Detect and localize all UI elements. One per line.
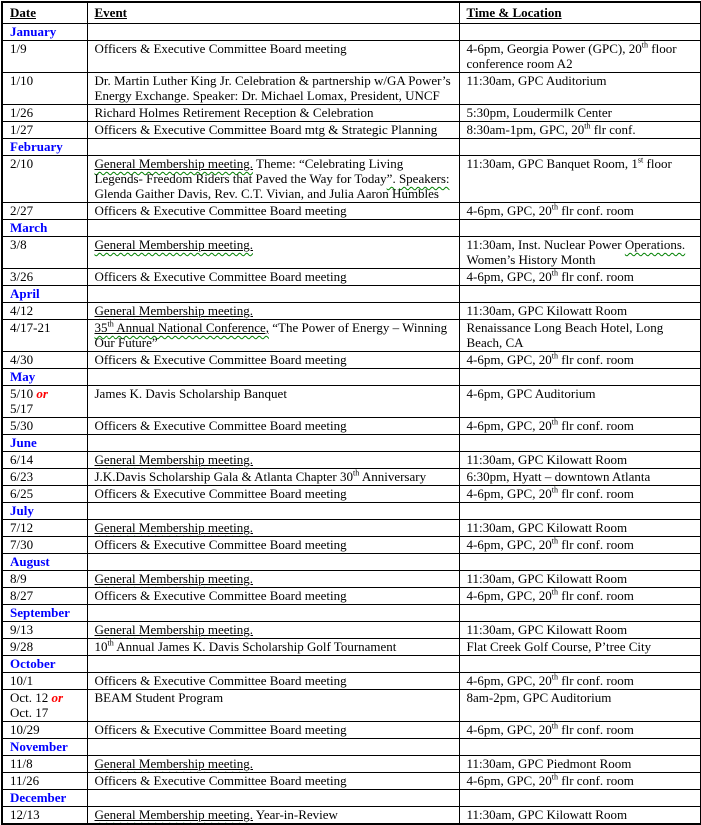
time-cell: 11:30am, GPC Kilowatt Room: [459, 520, 701, 537]
date-cell: 1/26: [2, 105, 87, 122]
time-cell: 11:30am, GPC Kilowatt Room: [459, 571, 701, 588]
month-label: May: [2, 369, 87, 386]
date-cell: 5/10 or 5/17: [2, 386, 87, 418]
event-cell: General Membership meeting.: [87, 520, 459, 537]
month-row: [2, 369, 701, 386]
date-cell: 9/13: [2, 622, 87, 639]
time-cell: 4-6pm, GPC, 20th flr conf. room: [459, 722, 701, 739]
event-row: [2, 690, 701, 722]
date-cell: 11/8: [2, 756, 87, 773]
date-cell: 4/17-21: [2, 320, 87, 352]
empty-cell: [87, 286, 459, 303]
event-row: [2, 320, 701, 352]
event-cell: 10th Annual James K. Davis Scholarship Golf Tournament: [87, 639, 459, 656]
event-row: [2, 122, 701, 139]
month-row: [2, 554, 701, 571]
month-label: January: [2, 24, 87, 41]
date-cell: 12/13: [2, 807, 87, 825]
event-cell: General Membership meeting.: [87, 756, 459, 773]
column-header-date-label: Date: [10, 5, 36, 20]
time-cell: 11:30am, GPC Kilowatt Room: [459, 807, 701, 825]
date-cell: 2/27: [2, 203, 87, 220]
date-cell: 1/10: [2, 73, 87, 105]
column-header-time-location-label: Time & Location: [466, 5, 562, 20]
column-header-date: [2, 2, 87, 24]
event-cell: Officers & Executive Committee Board meeting: [87, 203, 459, 220]
event-cell: Richard Holmes Retirement Reception & Celebration: [87, 105, 459, 122]
column-header-event-label: Event: [94, 5, 127, 20]
event-row: [2, 571, 701, 588]
date-cell: 5/30: [2, 418, 87, 435]
empty-cell: [87, 790, 459, 807]
event-row: [2, 673, 701, 690]
event-row: [2, 386, 701, 418]
month-row: [2, 790, 701, 807]
event-cell: Officers & Executive Committee Board mtg & Strategic Planning: [87, 122, 459, 139]
date-cell: 6/23: [2, 469, 87, 486]
event-cell: Officers & Executive Committee Board meeting: [87, 588, 459, 605]
date-cell: 9/28: [2, 639, 87, 656]
date-cell: 10/1: [2, 673, 87, 690]
event-cell: 35th Annual National Conference, “The Power of Energy – Winning Our Future”: [87, 320, 459, 352]
event-cell: Officers & Executive Committee Board meeting: [87, 486, 459, 503]
schedule-header: [2, 2, 701, 24]
empty-cell: [459, 790, 701, 807]
event-row: [2, 452, 701, 469]
event-cell: General Membership meeting.: [87, 452, 459, 469]
schedule-table: [1, 1, 701, 825]
time-cell: 11:30am, GPC Kilowatt Room: [459, 622, 701, 639]
event-row: [2, 237, 701, 269]
month-label: March: [2, 220, 87, 237]
empty-cell: [87, 369, 459, 386]
empty-cell: [87, 139, 459, 156]
time-cell: 4-6pm, Georgia Power (GPC), 20th floor conference room A2: [459, 41, 701, 73]
empty-cell: [459, 220, 701, 237]
time-cell: 4-6pm, GPC, 20th flr conf. room: [459, 588, 701, 605]
event-row: [2, 269, 701, 286]
month-row: [2, 139, 701, 156]
time-cell: 11:30am, GPC Auditorium: [459, 73, 701, 105]
empty-cell: [87, 739, 459, 756]
document-page: [1, 1, 700, 825]
event-cell: General Membership meeting. Theme: “Celebrating Living Legends- Freedom Riders that Paved the Way for Today”. Speakers: Glenda Gaither Davis, Rev. C.T. Vivian, and Julia Aaron Humbles: [87, 156, 459, 203]
time-cell: 11:30am, GPC Kilowatt Room: [459, 303, 701, 320]
event-row: [2, 722, 701, 739]
month-label: August: [2, 554, 87, 571]
event-cell: Officers & Executive Committee Board meeting: [87, 673, 459, 690]
time-cell: 11:30am, GPC Piedmont Room: [459, 756, 701, 773]
time-cell: 6:30pm, Hyatt – downtown Atlanta: [459, 469, 701, 486]
event-row: [2, 588, 701, 605]
event-row: [2, 303, 701, 320]
event-row: [2, 418, 701, 435]
event-cell: General Membership meeting.: [87, 571, 459, 588]
event-cell: Officers & Executive Committee Board meeting: [87, 41, 459, 73]
event-row: [2, 537, 701, 554]
event-cell: Officers & Executive Committee Board meeting: [87, 352, 459, 369]
date-cell: 11/26: [2, 773, 87, 790]
date-cell: 7/12: [2, 520, 87, 537]
date-cell: 3/8: [2, 237, 87, 269]
empty-cell: [459, 435, 701, 452]
event-cell: General Membership meeting. Year-in-Review: [87, 807, 459, 825]
month-label: October: [2, 656, 87, 673]
date-cell: 10/29: [2, 722, 87, 739]
event-cell: General Membership meeting.: [87, 622, 459, 639]
month-row: [2, 739, 701, 756]
event-cell: Officers & Executive Committee Board meeting: [87, 418, 459, 435]
time-cell: 4-6pm, GPC, 20th flr conf. room: [459, 203, 701, 220]
event-row: [2, 520, 701, 537]
time-cell: 4-6pm, GPC, 20th flr conf. room: [459, 352, 701, 369]
time-cell: 11:30am, Inst. Nuclear Power Operations. Women’s History Month: [459, 237, 701, 269]
event-row: [2, 41, 701, 73]
empty-cell: [459, 24, 701, 41]
month-row: [2, 286, 701, 303]
date-cell: 3/26: [2, 269, 87, 286]
time-cell: 11:30am, GPC Banquet Room, 1st floor: [459, 156, 701, 203]
event-cell: BEAM Student Program: [87, 690, 459, 722]
event-cell: Officers & Executive Committee Board meeting: [87, 773, 459, 790]
time-cell: 4-6pm, GPC, 20th flr conf. room: [459, 418, 701, 435]
event-cell: General Membership meeting.: [87, 237, 459, 269]
event-row: [2, 156, 701, 203]
empty-cell: [459, 605, 701, 622]
event-row: [2, 203, 701, 220]
date-cell: 1/9: [2, 41, 87, 73]
event-row: [2, 105, 701, 122]
time-cell: 8:30am-1pm, GPC, 20th flr conf.: [459, 122, 701, 139]
event-row: [2, 73, 701, 105]
month-row: [2, 656, 701, 673]
event-cell: Officers & Executive Committee Board meeting: [87, 269, 459, 286]
date-cell: 8/9: [2, 571, 87, 588]
empty-cell: [459, 286, 701, 303]
month-row: [2, 435, 701, 452]
event-cell: Officers & Executive Committee Board meeting: [87, 537, 459, 554]
month-label: September: [2, 605, 87, 622]
time-cell: 5:30pm, Loudermilk Center: [459, 105, 701, 122]
event-cell: Officers & Executive Committee Board meeting: [87, 722, 459, 739]
time-cell: 4-6pm, GPC, 20th flr conf. room: [459, 673, 701, 690]
month-label: April: [2, 286, 87, 303]
date-cell: 4/30: [2, 352, 87, 369]
month-row: [2, 503, 701, 520]
empty-cell: [459, 503, 701, 520]
empty-cell: [87, 24, 459, 41]
time-cell: 11:30am, GPC Kilowatt Room: [459, 452, 701, 469]
column-header-event: [87, 2, 459, 24]
time-cell: 8am-2pm, GPC Auditorium: [459, 690, 701, 722]
month-label: June: [2, 435, 87, 452]
event-row: [2, 756, 701, 773]
time-cell: 4-6pm, GPC, 20th flr conf. room: [459, 773, 701, 790]
month-label: November: [2, 739, 87, 756]
event-row: [2, 807, 701, 825]
time-cell: 4-6pm, GPC, 20th flr conf. room: [459, 269, 701, 286]
date-cell: 4/12: [2, 303, 87, 320]
empty-cell: [459, 739, 701, 756]
event-row: [2, 639, 701, 656]
month-row: [2, 24, 701, 41]
schedule-body: [2, 24, 701, 825]
empty-cell: [87, 554, 459, 571]
event-cell: General Membership meeting.: [87, 303, 459, 320]
time-cell: Renaissance Long Beach Hotel, Long Beach, CA: [459, 320, 701, 352]
empty-cell: [459, 369, 701, 386]
date-cell: 7/30: [2, 537, 87, 554]
event-cell: Dr. Martin Luther King Jr. Celebration & partnership w/GA Power’s Energy Exchange. Speaker: Dr. Michael Lomax, President, UNCF: [87, 73, 459, 105]
month-row: [2, 220, 701, 237]
date-cell: 8/27: [2, 588, 87, 605]
event-row: [2, 352, 701, 369]
date-cell: Oct. 12 or Oct. 17: [2, 690, 87, 722]
time-cell: 4-6pm, GPC, 20th flr conf. room: [459, 486, 701, 503]
date-cell: 6/25: [2, 486, 87, 503]
time-cell: Flat Creek Golf Course, P’tree City: [459, 639, 701, 656]
date-cell: 6/14: [2, 452, 87, 469]
empty-cell: [87, 605, 459, 622]
empty-cell: [459, 139, 701, 156]
time-cell: 4-6pm, GPC Auditorium: [459, 386, 701, 418]
month-label: December: [2, 790, 87, 807]
empty-cell: [87, 220, 459, 237]
header-row: [2, 2, 701, 24]
empty-cell: [459, 554, 701, 571]
empty-cell: [87, 503, 459, 520]
event-cell: J.K.Davis Scholarship Gala & Atlanta Chapter 30th Anniversary: [87, 469, 459, 486]
month-label: February: [2, 139, 87, 156]
empty-cell: [87, 435, 459, 452]
month-label: July: [2, 503, 87, 520]
event-row: [2, 773, 701, 790]
empty-cell: [459, 656, 701, 673]
event-row: [2, 469, 701, 486]
column-header-time-location: [459, 2, 701, 24]
empty-cell: [87, 656, 459, 673]
time-cell: 4-6pm, GPC, 20th flr conf. room: [459, 537, 701, 554]
event-row: [2, 622, 701, 639]
date-cell: 1/27: [2, 122, 87, 139]
month-row: [2, 605, 701, 622]
event-cell: James K. Davis Scholarship Banquet: [87, 386, 459, 418]
date-cell: 2/10: [2, 156, 87, 203]
event-row: [2, 486, 701, 503]
